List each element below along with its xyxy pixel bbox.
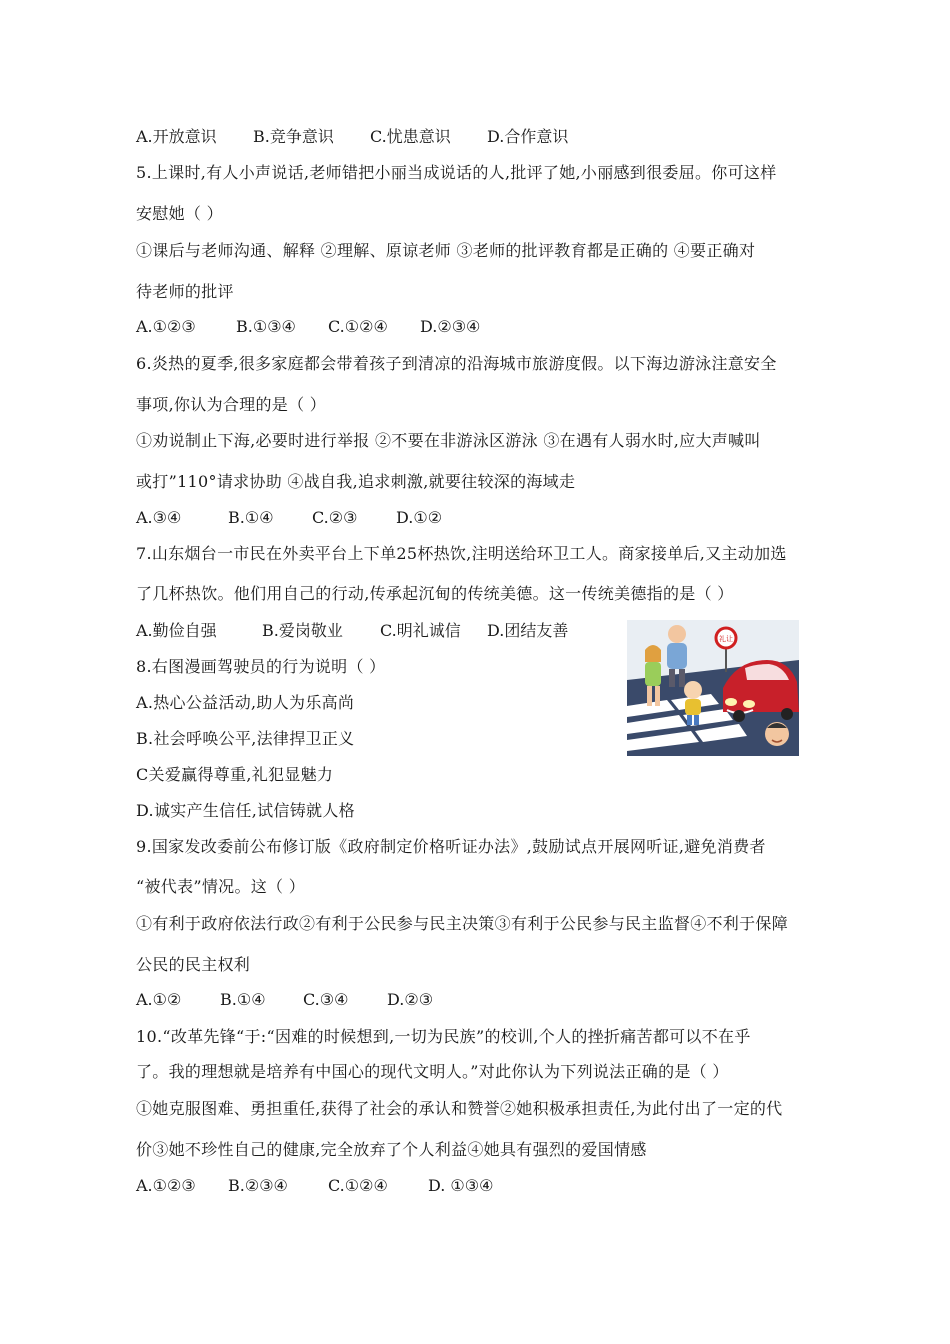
q7-stem-line1: 7.山东烟台一市民在外卖平台上下单25杯热饮,注明送给环卫工人。商家接单后,又主动加选 [136, 544, 787, 563]
q6-items-line2: 或打”110°请求协助 ④战自我,追求刺激,就要往较深的海域走 [136, 472, 576, 491]
q5-option-a: A.①②③ [136, 317, 196, 336]
q10-option-c: C.①②④ [328, 1176, 388, 1195]
q5-stem-line1: 5.上课时,有人小声说话,老师错把小丽当成说话的人,批评了她,小丽感到很委屈。你可这样 [136, 163, 777, 182]
q8-option-d: D.诚实产生信任,试信铸就人格 [136, 801, 355, 820]
q9-items-line1: ①有利于政府依法行政②有利于公民参与民主决策③有利于公民参与民主监督④不利于保障 [136, 914, 789, 933]
q4-option-d: D.合作意识 [487, 127, 569, 146]
driver-figure [765, 722, 789, 746]
q9-option-a: A.①② [136, 990, 182, 1009]
sign-text: 礼让 [719, 635, 733, 643]
q8-option-c: C关爱赢得尊重,礼犯显魅力 [136, 765, 334, 784]
q7-option-d: D.团结友善 [487, 621, 569, 640]
q8-option-a: A.热心公益活动,助人为乐高尚 [136, 693, 355, 712]
q10-option-d: D. ①③④ [428, 1176, 494, 1195]
q6-option-c: C.②③ [312, 508, 358, 527]
q7-option-c: C.明礼诚信 [380, 621, 461, 640]
q10-stem-line2: 了。我的理想就是培养有中国心的现代文明人。”对此你认为下列说法正确的是（ ） [136, 1062, 729, 1081]
q9-items-line2: 公民的民主权利 [136, 955, 251, 974]
q4-option-c: C.忧患意识 [370, 127, 451, 146]
crosswalk-cartoon-illustration [627, 620, 799, 756]
q9-option-b: B.①④ [220, 990, 266, 1009]
q6-option-b: B.①④ [228, 508, 274, 527]
q7-option-a: A.勤俭自强 [136, 621, 217, 640]
q5-stem-line2: 安慰她（ ） [136, 204, 223, 223]
q5-option-b: B.①③④ [236, 317, 296, 336]
q9-option-d: D.②③ [387, 990, 434, 1009]
q6-stem-line2: 事项,你认为合理的是（ ） [136, 395, 327, 414]
q10-option-b: B.②③④ [228, 1176, 288, 1195]
q9-stem-line1: 9.国家发改委前公布修订版《政府制定价格听证办法》,鼓励试点开展网听证,避免消费者 [136, 837, 766, 856]
q8-stem: 8.右图漫画驾驶员的行为说明（ ） [136, 657, 386, 676]
q6-option-d: D.①② [396, 508, 443, 527]
q10-option-a: A.①②③ [136, 1176, 196, 1195]
q6-stem-line1: 6.炎热的夏季,很多家庭都会带着孩子到清凉的沿海城市旅游度假。以下海边游泳注意安全 [136, 354, 777, 373]
q6-items-line1: ①劝说制止下海,必要时进行举报 ②不要在非游泳区游泳 ③在遇有人弱水时,应大声喊叫 [136, 431, 761, 450]
q4-option-a: A.开放意识 [136, 127, 217, 146]
q5-items-line2: 待老师的批评 [136, 282, 234, 301]
q10-items-line1: ①她克服图难、勇担重任,获得了社会的承认和赞誉②她积极承担责任,为此付出了一定的代 [136, 1099, 783, 1118]
q9-stem-line2: “被代表”情况。这（ ） [136, 877, 306, 896]
q5-option-d: D.②③④ [420, 317, 481, 336]
q9-option-c: C.③④ [303, 990, 349, 1009]
q7-option-b: B.爱岗敬业 [262, 621, 343, 640]
q5-items-line1: ①课后与老师沟通、解释 ②理解、原谅老师 ③老师的批评教育都是正确的 ④要正确对 [136, 241, 756, 260]
q8-option-b: B.社会呼唤公平,法律捍卫正义 [136, 729, 355, 748]
q4-option-b: B.竞争意识 [253, 127, 334, 146]
q7-stem-line2: 了几杯热饮。他们用自己的行动,传承起沉甸的传统美德。这一传统美德指的是（ ） [136, 584, 734, 603]
q10-stem-line1: 10.“改革先锋“于:“因难的时候想到,一切为民族”的校训,个人的挫折痛苦都可以不在乎 [136, 1027, 751, 1046]
q6-option-a: A.③④ [136, 508, 182, 527]
q5-option-c: C.①②④ [328, 317, 388, 336]
q10-items-line2: 价③她不珍性自己的健康,完全放弃了个人利益④她具有强烈的爱国情感 [136, 1140, 647, 1159]
